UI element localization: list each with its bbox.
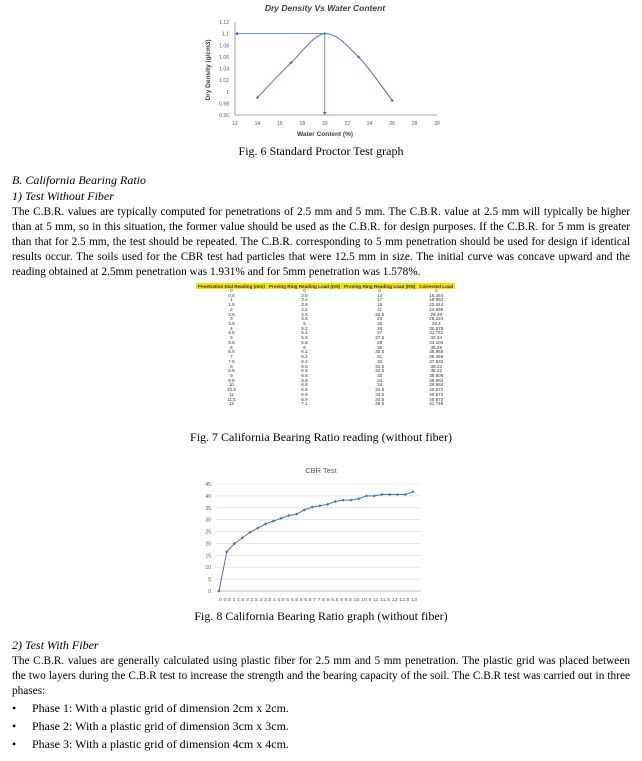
list-item: [12, 717, 289, 735]
cbr-table-header: Proving Ring Reading Load (KN): [268, 283, 341, 289]
cbr-test-chart: [195, 460, 447, 608]
table-cell: 0: [378, 288, 381, 293]
table-cell: 40.572: [429, 391, 444, 397]
table-cell: 30: [377, 344, 383, 350]
table-cell: 4: [230, 325, 233, 331]
table-cell: 4.8: [301, 316, 308, 322]
table-cell: 34: [377, 377, 383, 383]
table-cell: 35.868: [429, 349, 444, 355]
table-cell: 27: [377, 330, 383, 336]
dry-density-x-tick-label: 14: [254, 121, 261, 127]
table-cell: 27.5: [375, 335, 385, 341]
dry-density-y-tick-label: 0.98: [219, 101, 229, 108]
table-cell: 35.28: [430, 344, 442, 350]
dry-density-y-tick-label: 1.04: [219, 66, 229, 73]
table-cell: 5.5: [228, 339, 235, 345]
table-cell: 5.2: [301, 325, 308, 331]
table-cell: 5.5: [301, 335, 308, 341]
cbr-y-tick-label: 20: [205, 541, 211, 548]
table-cell: 6.9: [301, 391, 308, 397]
table-cell: 29: [377, 339, 383, 345]
table-cell: 40.572: [429, 396, 444, 402]
table-cell: 9: [230, 372, 233, 378]
bullet-icon: •: [12, 737, 17, 751]
dry-density-x-tick-label: 24: [366, 121, 373, 127]
table-cell: 2: [230, 306, 233, 312]
table-cell: 6.2: [301, 354, 308, 360]
table-cell: 3.5: [228, 321, 235, 327]
table-cell: 22.5: [375, 311, 385, 317]
list-item: [12, 699, 289, 717]
table-cell: 19.992: [429, 297, 444, 303]
table-cell: 38.22: [430, 368, 442, 374]
table-cell: 39.984: [429, 377, 444, 383]
table-cell: 34.104: [429, 339, 444, 345]
table-cell: 21: [377, 306, 383, 312]
dry-density-point: [323, 32, 326, 35]
table-cell: 40.572: [429, 387, 444, 393]
section-b-heading: B. California Bearing Ratio: [12, 173, 146, 187]
table-cell: 37.632: [429, 358, 444, 364]
cbr-reading-table: [196, 283, 455, 407]
table-cell: 25: [377, 321, 383, 327]
cbr-point: [318, 504, 321, 507]
table-cell: 6.9: [301, 387, 308, 393]
table-cell: 34.5: [375, 387, 385, 393]
table-cell: 6: [230, 344, 233, 350]
cbr-y-tick-label: 10: [205, 565, 211, 572]
table-cell: 0.5: [228, 292, 235, 298]
table-cell: 8.5: [228, 368, 235, 374]
table-cell: 38.808: [429, 372, 444, 378]
dry-density-y-tick-label: 0.96: [219, 113, 229, 119]
list-item-text: Phase 2: With a plastic grid of dimension 3cm x 3cm.: [32, 719, 289, 733]
table-cell: 29.4: [431, 321, 441, 327]
table-cell: 39.984: [429, 382, 444, 388]
cbr-point: [357, 497, 360, 500]
cbr-point: [411, 490, 414, 493]
table-cell: 1: [230, 297, 233, 303]
cbr-point: [287, 514, 290, 517]
cbr-y-tick-label: 5: [208, 577, 211, 584]
table-cell: 34.5: [375, 391, 385, 397]
list-item: [12, 735, 289, 753]
cbr-point: [272, 519, 275, 522]
dry-density-y-tick-label: 1.12: [219, 20, 229, 26]
dry-density-y-label: Dry Density (g/cm3): [205, 39, 212, 101]
table-cell: 24.696: [429, 306, 444, 312]
table-cell: 11: [229, 391, 234, 397]
dry-density-y-tick-label: 1: [226, 89, 229, 96]
dry-density-x-tick-label: 28: [411, 121, 418, 127]
cbr-y-tick-label: 25: [205, 529, 211, 536]
dry-density-x-tick-label: 26: [389, 121, 395, 127]
table-cell: 5: [230, 335, 233, 341]
cbr-chart-title: CBR Test: [305, 466, 337, 475]
table-cell: 33: [377, 372, 383, 378]
dry-density-x-tick-label: 22: [344, 121, 351, 127]
table-cell: 14: [377, 292, 383, 298]
fig8-caption: Fig. 8 California Bearing Ratio graph (without fiber): [194, 609, 448, 623]
dry-density-x-tick-label: 20: [321, 121, 328, 127]
table-cell: 17: [377, 297, 383, 303]
table-cell: 32.34: [430, 335, 442, 341]
table-cell: 6: [303, 344, 306, 350]
table-cell: 4.2: [301, 306, 308, 312]
table-cell: 0: [230, 288, 233, 293]
dry-density-x-tick-label: 30: [434, 121, 440, 127]
table-cell: 6.5: [228, 349, 235, 355]
cbr-point: [342, 499, 345, 502]
table-cell: 32.5: [375, 368, 385, 374]
table-cell: 2.5: [228, 311, 235, 317]
table-cell: 8: [230, 363, 233, 369]
dry-density-y-tick-label: 1.06: [219, 54, 229, 61]
table-cell: 6.1: [301, 349, 308, 355]
table-cell: 38.22: [430, 363, 442, 369]
cbr-point: [349, 499, 352, 502]
table-cell: 6.6: [301, 372, 308, 378]
table-cell: 5: [303, 321, 306, 327]
table-cell: 6.5: [301, 368, 308, 374]
table-cell: 3.8: [301, 302, 308, 308]
cbr-y-tick-label: 40: [205, 493, 211, 500]
table-cell: 1.5: [228, 302, 235, 308]
table-cell: 0: [303, 288, 306, 293]
phase-list: [12, 699, 289, 753]
table-cell: 31.752: [429, 330, 444, 336]
subheading-with-fiber: 2) Test With Fiber: [12, 638, 99, 652]
table-cell: 16.464: [429, 292, 444, 298]
dry-density-y-tick-label: 1.1: [222, 31, 229, 38]
cbr-reading-table-wrap: [196, 283, 454, 407]
bullet-icon: •: [12, 701, 17, 715]
table-cell: 26: [377, 325, 383, 331]
cbr-y-tick-label: 15: [205, 553, 211, 560]
table-cell: 22.344: [429, 302, 444, 308]
table-cell: 30.5: [375, 349, 385, 355]
cbr-y-tick-label: 35: [205, 505, 211, 512]
table-cell: 6.4: [301, 358, 308, 364]
dry-density-y-tick-label: 1.02: [219, 78, 229, 85]
table-cell: 19: [377, 302, 383, 308]
optimum-moisture-arrow: [323, 112, 327, 115]
table-cell: 10.5: [226, 387, 236, 393]
table-cell: 31: [377, 354, 383, 360]
table-row: [196, 402, 455, 407]
dry-density-chart: [195, 0, 455, 142]
table-cell: 0: [434, 288, 438, 293]
dry-density-x-label: Water Content (%): [296, 131, 354, 138]
cbr-point: [365, 494, 368, 497]
list-item-text: Phase 3: With a plastic grid of dimension 4cm x 4cm.: [32, 737, 289, 751]
cbr-point: [217, 589, 220, 592]
table-cell: 41.748: [429, 401, 444, 407]
table-cell: 34.5: [375, 396, 385, 402]
cbr-table-header: Penetration Dial Reading (mm): [198, 283, 265, 289]
table-cell: 11.5: [227, 396, 236, 402]
table-cell: 3: [230, 316, 233, 322]
cbr-y-tick-label: 30: [205, 517, 211, 524]
cbr-point: [326, 503, 329, 506]
dry-density-chart-title: Dry Density Vs Water Content: [264, 3, 386, 13]
table-cell: 34: [377, 382, 383, 388]
fig7-caption: Fig. 7 California Bearing Ratio reading (without fiber): [190, 430, 452, 444]
list-item-text: Phase 1: With a plastic grid of dimension 2cm x 2cm.: [32, 701, 289, 715]
table-cell: 6.8: [301, 382, 308, 388]
dry-density-y-tick-label: 1.08: [219, 43, 229, 50]
cbr-table-header: Proving Ring Reading Load (KN): [344, 283, 416, 289]
table-cell: 7: [230, 354, 233, 360]
dry-density-x-tick-label: 16: [277, 121, 283, 127]
table-cell: 30.576: [429, 325, 444, 331]
max-density-arrow: [235, 32, 238, 36]
table-cell: 9.5: [228, 377, 235, 383]
table-cell: 24: [377, 316, 383, 322]
table-cell: 3.4: [301, 297, 308, 303]
cbr-table-header: Corrected Load: [419, 283, 454, 289]
cbr-y-tick-label: 45: [205, 482, 211, 488]
table-cell: 5.4: [301, 330, 308, 336]
dry-density-x-tick-label: 12: [232, 121, 238, 127]
table-cell: 6.5: [301, 363, 308, 369]
cbr-point: [373, 494, 376, 497]
table-cell: 12: [228, 401, 234, 407]
bullet-icon: •: [12, 719, 17, 733]
table-cell: 32: [377, 358, 383, 364]
dry-density-x-tick-label: 18: [299, 121, 306, 127]
paragraph-without-fiber: The C.B.R. values are typically computed for penetrations of 2.5 mm and 5 mm. The C.B.R. value at 2.5 mm will typically be higher than at 5 mm, so in this situation, the former value should be used as the C.B.R. for design purposes. If the C.B.R. for 5 mm is greater than that for 2.5 mm, the test should be repeated. The C.B.R. corresponding to 5 mm penetration should be used for design if identical results occur. The soils used for the CBR test had particles that were 12.5 mm in size. The initial curve was concave upward and the reading obtained at 2.5mm penetration was 1.931% and for 5mm penetration was 1.578%.: [12, 206, 630, 278]
table-cell: 4.5: [301, 311, 308, 317]
table-cell: 7.5: [228, 358, 235, 364]
table-cell: 36.456: [429, 354, 444, 360]
table-cell: 28.224: [429, 316, 444, 322]
table-cell: 6.8: [301, 377, 308, 383]
fig6-caption: Fig. 6 Standard Proctor Test graph: [238, 144, 404, 158]
table-cell: 26.46: [430, 311, 442, 317]
cbr-point: [334, 500, 337, 503]
paragraph-with-fiber: The C.B.R. values are generally calculated using plastic fiber for 2.5 mm and 5 mm penetration. The plastic grid was placed between the two layers during the C.B.R test to increase the strength and the bearing capacity of the soil. The C.B.R test was carried out in three phases:: [12, 655, 630, 697]
table-cell: 6.9: [301, 396, 308, 402]
cbr-x-tick-labels: 0 0.5 1 1.5 2 2.5 3 3.5 4 4.5 5 5.5 6 6.5 7 7.5 8 8.5 9 9.5 10 10.5 11 11.5 12 12.5 13: [219, 597, 418, 602]
table-cell: 2.8: [301, 292, 308, 298]
table-cell: 5.8: [301, 339, 308, 345]
table-cell: 4.5: [228, 330, 235, 336]
subheading-without-fiber: 1) Test Without Fiber: [12, 189, 114, 203]
cbr-y-tick-label: 0: [208, 589, 211, 595]
table-cell: 7.1: [301, 401, 308, 407]
cbr-series-line: [219, 492, 413, 591]
table-cell: 10: [228, 382, 234, 388]
table-cell: 32.5: [375, 363, 385, 369]
cbr-point: [311, 506, 314, 509]
table-cell: 35.5: [375, 401, 385, 407]
